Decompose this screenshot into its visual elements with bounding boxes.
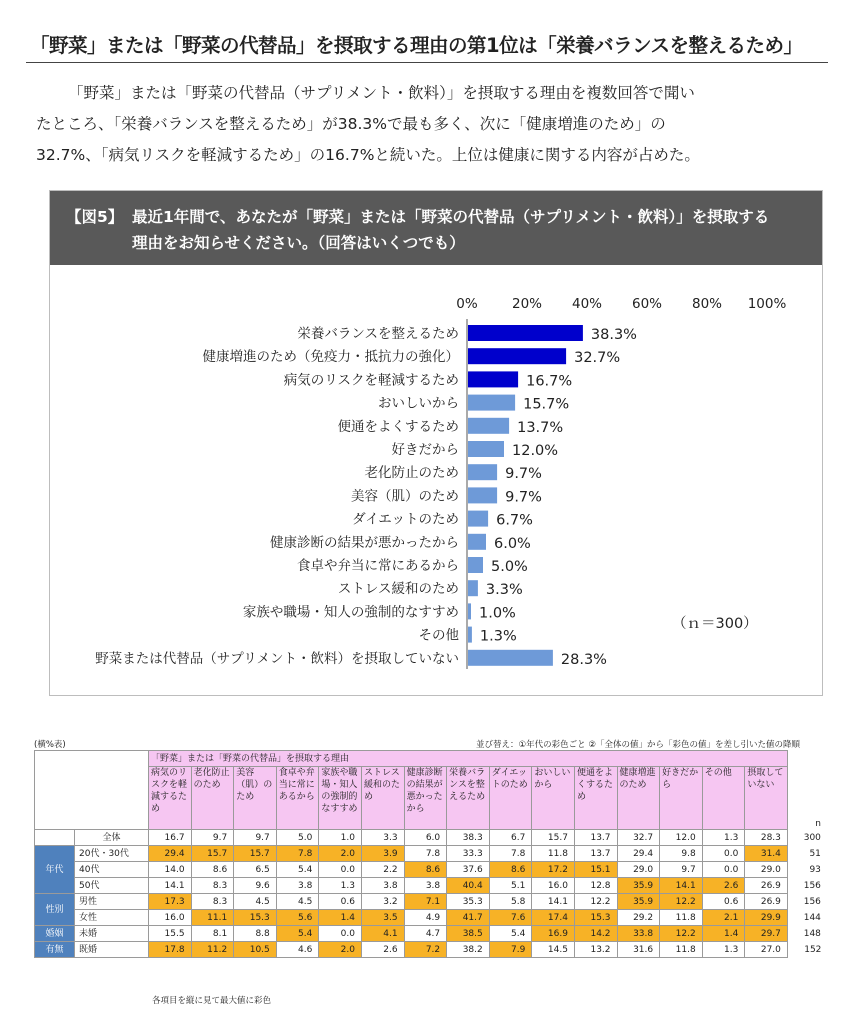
page-heading: 「野菜」または「野菜の代替品」を摂取する理由の第1位は「栄養バランスを整えるため」	[30, 34, 803, 57]
table-cell: 3.5	[361, 910, 404, 926]
bar	[468, 348, 566, 364]
category-label: ストレス緩和のため	[337, 581, 459, 598]
table-column-header: 便通をよくするため	[574, 767, 617, 830]
table-cell: 6.5	[234, 862, 277, 878]
table-cell: 41.7	[447, 910, 490, 926]
table-cell: 38.2	[447, 942, 490, 958]
table-n-cell: 156	[803, 896, 821, 907]
category-label: 食卓や弁当に常にあるから	[297, 558, 459, 574]
table-cell: 33.8	[617, 926, 660, 942]
table-cell: 31.4	[745, 846, 788, 862]
table-row-label: 20代・30代	[75, 846, 149, 862]
table-footnote: 各項目を縦に見て最大値に彩色	[152, 996, 272, 1006]
table-column-header: 摂取していない	[745, 767, 788, 830]
table-cell: 4.9	[404, 910, 447, 926]
table-cell: 2.1	[702, 910, 745, 926]
table-cell: 13.2	[574, 942, 617, 958]
figure-number: 【図5】	[66, 208, 124, 226]
data-label: 15.7%	[523, 396, 570, 413]
table-cell: 16.7	[149, 830, 192, 846]
table-cell: 0.0	[319, 926, 362, 942]
table-cell: 13.7	[574, 846, 617, 862]
table-cell: 11.8	[532, 846, 575, 862]
category-label: 栄養バランスを整えるため	[297, 326, 459, 342]
table-cell: 9.8	[660, 846, 703, 862]
table-row	[35, 862, 824, 878]
table-cell: 11.1	[191, 910, 234, 926]
table-cell: 26.9	[745, 894, 788, 910]
table-cell: 7.8	[404, 846, 447, 862]
figure-question-line1: 最近1年間で、あなたが「野菜」または「野菜の代替品（サプリメント・飲料）」を摂取する	[132, 208, 770, 226]
table-cell: 9.7	[234, 830, 277, 846]
table-cell: 29.0	[617, 862, 660, 878]
table-cell: 14.5	[532, 942, 575, 958]
data-label: 13.7%	[517, 419, 564, 436]
table-cell: 5.4	[276, 926, 319, 942]
bar	[468, 511, 488, 527]
table-cell: 15.1	[574, 862, 617, 878]
table-row-label: 既婚	[75, 942, 149, 958]
table-cell: 29.7	[745, 926, 788, 942]
category-label: ダイエットのため	[352, 511, 459, 528]
table-cell: 8.6	[489, 862, 532, 878]
table-cell: 11.2	[191, 942, 234, 958]
table-cell: 5.1	[489, 878, 532, 894]
category-label: 健康診断の結果が悪かったから	[270, 534, 459, 551]
bar	[468, 487, 497, 503]
category-label: 老化防止のため	[364, 465, 459, 482]
table-cell: 2.0	[319, 846, 362, 862]
table-cell: 2.0	[319, 942, 362, 958]
table-group-cell: 有無	[35, 942, 75, 958]
table-n-cell: 51	[809, 848, 821, 859]
table-row	[35, 878, 824, 894]
table-cell: 32.7	[617, 830, 660, 846]
table-row	[35, 910, 824, 926]
table-column-header: 健康診断の結果が悪かったから	[404, 767, 447, 830]
table-row-label: 未婚	[75, 926, 149, 942]
table-cell: 9.6	[234, 878, 277, 894]
data-label: 1.0%	[479, 605, 516, 622]
x-tick-label: 80%	[691, 296, 723, 312]
data-label: 5.0%	[491, 559, 528, 575]
table-row-label: 男性	[75, 894, 149, 910]
table-column-header: 老化防止のため	[191, 767, 234, 830]
table-cell: 12.2	[660, 926, 703, 942]
table-column-header: 家族や職場・知人の強制的なすすめ	[319, 767, 362, 830]
table-row-label: 全体	[75, 830, 149, 846]
table-row	[35, 894, 824, 910]
bar	[468, 580, 478, 596]
bar	[468, 557, 483, 573]
bar	[468, 534, 486, 550]
table-cell: 1.4	[319, 910, 362, 926]
table-cell: 29.9	[745, 910, 788, 926]
table-cell: 7.9	[489, 942, 532, 958]
data-label: 16.7%	[526, 373, 573, 390]
bar	[468, 325, 583, 341]
table-cell: 12.8	[574, 878, 617, 894]
table-cell: 0.6	[319, 894, 362, 910]
table-cell: 14.0	[149, 862, 192, 878]
table-column-header: ストレス緩和のため	[361, 767, 404, 830]
table-cell: 3.8	[404, 878, 447, 894]
table-cell: 14.1	[660, 878, 703, 894]
bar	[468, 418, 509, 434]
table-group-cell	[35, 830, 75, 846]
table-cell: 1.4	[702, 926, 745, 942]
x-tick-label: 0%	[456, 296, 478, 312]
table-cell: 8.3	[191, 878, 234, 894]
table-cell: 35.3	[447, 894, 490, 910]
table-group-cell: 婚姻	[35, 926, 75, 942]
data-label: 12.0%	[512, 443, 559, 459]
table-row	[35, 830, 824, 846]
table-row	[35, 926, 824, 942]
table-cell: 16.0	[149, 910, 192, 926]
table-n-cell: 300	[803, 832, 821, 843]
table-cell: 1.0	[319, 830, 362, 846]
table-cell: 0.0	[702, 846, 745, 862]
category-label: 好きだから	[391, 442, 459, 458]
table-column-header: 栄養バランスを整えるため	[447, 767, 490, 830]
table-cell: 10.5	[234, 942, 277, 958]
data-label: 28.3%	[560, 651, 607, 668]
data-label: 6.7%	[496, 512, 533, 529]
table-cell: 5.4	[276, 862, 319, 878]
table-row	[35, 846, 824, 862]
table-cell: 4.1	[361, 926, 404, 942]
table-cell: 12.2	[660, 894, 703, 910]
table-column-header: 健康増進のため	[617, 767, 660, 830]
table-cell: 4.5	[276, 894, 319, 910]
table-cell: 0.6	[702, 894, 745, 910]
table-n-cell: 156	[803, 880, 821, 891]
table-cell: 3.2	[361, 894, 404, 910]
cross-table	[34, 750, 824, 958]
x-tick-label: 60%	[631, 296, 663, 312]
table-cell: 11.8	[660, 910, 703, 926]
intro-line: たところ、「栄養バランスを整えるため」が38.3%で最も多く、次に「健康増進のため」の	[36, 115, 666, 133]
table-cell: 15.7	[191, 846, 234, 862]
table-cell: 7.6	[489, 910, 532, 926]
table-cell: 31.6	[617, 942, 660, 958]
table-column-header: おいしいから	[532, 767, 575, 830]
bar	[468, 441, 504, 457]
table-cell: 15.7	[532, 830, 575, 846]
table-cell: 2.6	[702, 878, 745, 894]
table-cell: 8.1	[191, 926, 234, 942]
intro-line: 32.7%、「病気リスクを軽減するため」の16.7%と続いた。上位は健康に関する内容が占めた。	[36, 146, 700, 164]
table-row	[35, 942, 824, 958]
sample-size-note: （ｎ＝300）	[672, 616, 758, 632]
table-cell: 29.2	[617, 910, 660, 926]
table-cell: 0.0	[319, 862, 362, 878]
table-cell: 1.3	[319, 878, 362, 894]
table-cell: 7.8	[489, 846, 532, 862]
category-label: おいしいから	[378, 395, 459, 412]
table-cell: 7.8	[276, 846, 319, 862]
data-label: 9.7%	[505, 489, 542, 506]
table-cell: 12.0	[660, 830, 703, 846]
table-cell: 17.8	[149, 942, 192, 958]
table-n-header: n	[815, 818, 821, 829]
table-cell: 3.8	[276, 878, 319, 894]
table-cell: 17.4	[532, 910, 575, 926]
table-cell: 6.7	[489, 830, 532, 846]
data-label: 9.7%	[505, 466, 542, 483]
table-cell: 0.0	[702, 862, 745, 878]
table-label-left: (横%表)	[34, 740, 66, 750]
table-cell: 15.3	[234, 910, 277, 926]
x-tick-label: 40%	[571, 296, 603, 312]
table-cell: 14.2	[574, 926, 617, 942]
table-cell: 1.3	[702, 942, 745, 958]
table-cell: 17.3	[149, 894, 192, 910]
data-label: 6.0%	[494, 535, 531, 552]
table-cell: 17.2	[532, 862, 575, 878]
x-tick-label: 100%	[747, 296, 787, 312]
category-label: 美容（肌）のため	[351, 488, 459, 505]
table-row-label: 女性	[75, 910, 149, 926]
table-cell: 28.3	[745, 830, 788, 846]
table-cell: 16.9	[532, 926, 575, 942]
table-column-header: 美容（肌）のため	[234, 767, 277, 830]
table-cell: 9.7	[660, 862, 703, 878]
table-column-header: 食卓や弁当に常にあるから	[276, 767, 319, 830]
table-cell: 15.3	[574, 910, 617, 926]
category-label: 健康増進のため（免疫力・抵抗力の強化）	[202, 349, 459, 366]
table-cell: 3.3	[361, 830, 404, 846]
x-tick-label: 20%	[511, 296, 543, 312]
table-column-header: ダイエットのため	[489, 767, 532, 830]
table-cell: 29.4	[617, 846, 660, 862]
cross-table-area	[34, 738, 830, 1008]
table-cell: 7.2	[404, 942, 447, 958]
bar	[468, 650, 553, 666]
category-label: その他	[418, 627, 459, 644]
table-row-label: 50代	[75, 878, 149, 894]
bar	[468, 395, 515, 411]
table-cell: 8.3	[191, 894, 234, 910]
table-n-cell: 144	[803, 912, 821, 923]
heading-rule	[26, 62, 828, 63]
table-cell: 29.0	[745, 862, 788, 878]
bar	[468, 371, 518, 387]
table-cell: 27.0	[745, 942, 788, 958]
data-label: 38.3%	[590, 327, 637, 343]
data-label: 32.7%	[574, 350, 621, 367]
intro-paragraph	[36, 78, 836, 171]
data-label: 3.3%	[485, 582, 523, 599]
bar	[468, 464, 497, 480]
category-label: 便通をよくするため	[337, 418, 459, 435]
table-cell: 14.1	[149, 878, 192, 894]
figure-5-frame	[49, 190, 823, 696]
table-group-cell: 年代	[35, 846, 75, 894]
table-cell: 8.6	[191, 862, 234, 878]
table-cell: 3.8	[361, 878, 404, 894]
table-cell: 4.7	[404, 926, 447, 942]
table-cell: 2.6	[361, 942, 404, 958]
table-cell: 3.9	[361, 846, 404, 862]
table-cell: 29.4	[149, 846, 192, 862]
table-cell: 11.8	[660, 942, 703, 958]
figure-question-line2: 理由をお知らせください。（回答はいくつでも）	[132, 234, 465, 252]
table-n-cell: 152	[804, 944, 822, 955]
table-column-header: その他	[702, 767, 745, 830]
table-cell: 5.4	[489, 926, 532, 942]
table-cell: 38.5	[447, 926, 490, 942]
table-cell: 5.0	[276, 830, 319, 846]
table-cell: 13.7	[574, 830, 617, 846]
table-cell: 7.1	[404, 894, 447, 910]
bar	[468, 627, 472, 643]
table-cell: 8.6	[404, 862, 447, 878]
table-cell: 4.5	[234, 894, 277, 910]
table-cell: 9.7	[191, 830, 234, 846]
table-sort-note: 並び替え：①年代の彩色ごと ②「全体の値」から「彩色の値」を差し引いた値の降順	[476, 740, 800, 750]
bar	[468, 603, 471, 619]
table-n-cell: 93	[809, 864, 821, 875]
table-cell: 1.3	[702, 830, 745, 846]
table-row-label: 40代	[75, 862, 149, 878]
table-cell: 5.6	[276, 910, 319, 926]
table-cell: 4.6	[276, 942, 319, 958]
table-cell: 5.8	[489, 894, 532, 910]
table-column-header: 病気のリスクを軽減するため	[149, 767, 192, 830]
table-cell: 40.4	[447, 878, 490, 894]
table-blank	[787, 751, 823, 767]
table-group-header: 「野菜」または「野菜の代替品」を摂取する理由	[149, 751, 788, 767]
table-cell: 8.8	[234, 926, 277, 942]
data-label: 1.3%	[479, 628, 517, 645]
table-group-cell: 性別	[35, 894, 75, 926]
table-cell: 16.0	[532, 878, 575, 894]
table-cell: 37.6	[447, 862, 490, 878]
table-cell: 6.0	[404, 830, 447, 846]
table-column-header: 好きだから	[660, 767, 703, 830]
table-cell: 35.9	[617, 894, 660, 910]
intro-line: 「野菜」または「野菜の代替品（サプリメント・飲料）」を摂取する理由を複数回答で聞い	[68, 84, 695, 102]
table-cell: 15.5	[149, 926, 192, 942]
table-cell: 33.3	[447, 846, 490, 862]
table-cell: 14.1	[532, 894, 575, 910]
table-cell: 15.7	[234, 846, 277, 862]
table-cell: 12.2	[574, 894, 617, 910]
category-label: 病気のリスクを軽減するため	[283, 372, 459, 389]
table-cell: 35.9	[617, 878, 660, 894]
table-n-cell: 148	[803, 928, 821, 939]
table-cell: 38.3	[447, 830, 490, 846]
category-label: 野菜または代替品（サプリメント・飲料）を摂取していない	[95, 650, 459, 667]
category-label: 家族や職場・知人の強制的なすすめ	[242, 604, 459, 621]
table-corner	[35, 751, 149, 830]
table-cell: 26.9	[745, 878, 788, 894]
table-cell: 2.2	[361, 862, 404, 878]
